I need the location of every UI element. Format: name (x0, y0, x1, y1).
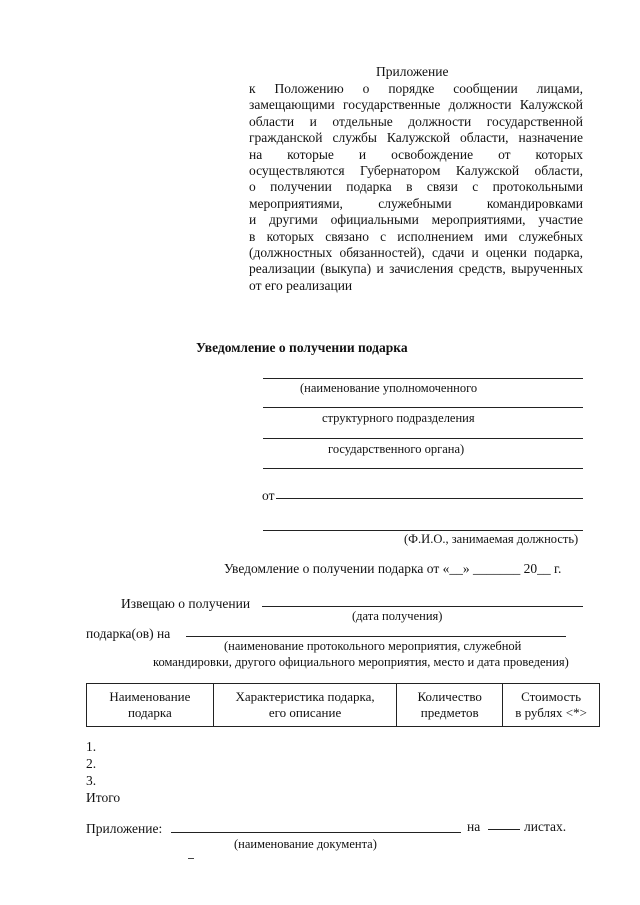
scan-mark (188, 858, 194, 859)
header-gift-description: Характеристика подарка, его описание (213, 684, 397, 727)
from-label: от (262, 488, 275, 503)
receipt-date-line (262, 606, 583, 607)
appendix-line: реализации (выкупа) и зачисления средств, вырученных (249, 261, 583, 277)
table-row-total: Итого (86, 790, 121, 805)
addressee-line-3 (263, 438, 583, 439)
table-row: 3. (86, 773, 97, 788)
appendix-line: от его реализации (249, 277, 353, 293)
appendix-line: в которых связано с исполнением ими служебных (249, 228, 583, 244)
appendix-title: Приложение (376, 64, 449, 79)
attachment-caption: (наименование документа) (234, 837, 377, 851)
appendix-line: к Положению о порядке сообщении лицами, (249, 81, 583, 96)
addressee-line-4 (263, 468, 583, 469)
gifts-label: подарка(ов) на (86, 626, 171, 641)
notice-date-line: Уведомление о получении подарка от «__» _______ 20__ г. (224, 561, 562, 576)
event-line (186, 636, 566, 637)
from-line (276, 498, 583, 499)
attachment-doc-line (171, 832, 461, 833)
addressee-caption-1: (наименование уполномоченного (300, 381, 478, 395)
table-header-row (87, 684, 600, 727)
addressee-line-1 (263, 378, 583, 379)
appendix-line: гражданской службы Калужской области, назначение (249, 130, 583, 146)
addressee-caption-2: структурного подразделения (322, 411, 475, 425)
attachment-on-label: на (467, 819, 481, 834)
header-quantity: Количество предметов (397, 684, 503, 727)
appendix-line: области и отдельные должности государственной (249, 113, 583, 129)
addressee-caption-3: государственного органа) (328, 442, 465, 456)
table-row: 1. (86, 739, 97, 754)
header-gift-name: Наименование подарка (87, 684, 214, 727)
fio-caption: (Ф.И.О., занимаемая должность) (404, 532, 579, 546)
appendix-line: и другими официальными мероприятиями, участие (249, 212, 583, 228)
appendix-line: на которые и освобождение от которых (249, 146, 583, 162)
appendix-line: осуществляются Губернатором Калужской области, (249, 163, 583, 179)
sheets-count-line (488, 829, 520, 830)
gifts-table (86, 683, 600, 727)
table-row: 2. (86, 756, 97, 771)
sheets-label: листах. (524, 819, 567, 834)
notice-title: Уведомление о получении подарка (196, 340, 408, 355)
fio-line (263, 530, 583, 531)
addressee-line-2 (263, 407, 583, 408)
event-caption-1: (наименование протокольного мероприятия, служебной (224, 639, 522, 653)
event-caption-2: командировки, другого официального мероприятия, место и дата проведения) (153, 655, 569, 669)
appendix-line: мероприятиями, служебными командировками (249, 195, 583, 211)
appendix-line: о получении подарка в связи с протокольными (249, 179, 583, 195)
appendix-text (249, 81, 583, 294)
attachment-label: Приложение: (86, 821, 163, 836)
appendix-line: замещающими государственные должности Калужской (249, 97, 583, 113)
inform-label: Извещаю о получении (121, 596, 251, 611)
table-rows (86, 738, 120, 806)
appendix-line: (должностных обязанностей), сдачи и оценки подарка, (249, 245, 583, 261)
receipt-date-caption: (дата получения) (352, 609, 443, 623)
header-cost: Стоимость в рублях <*> (503, 684, 600, 727)
